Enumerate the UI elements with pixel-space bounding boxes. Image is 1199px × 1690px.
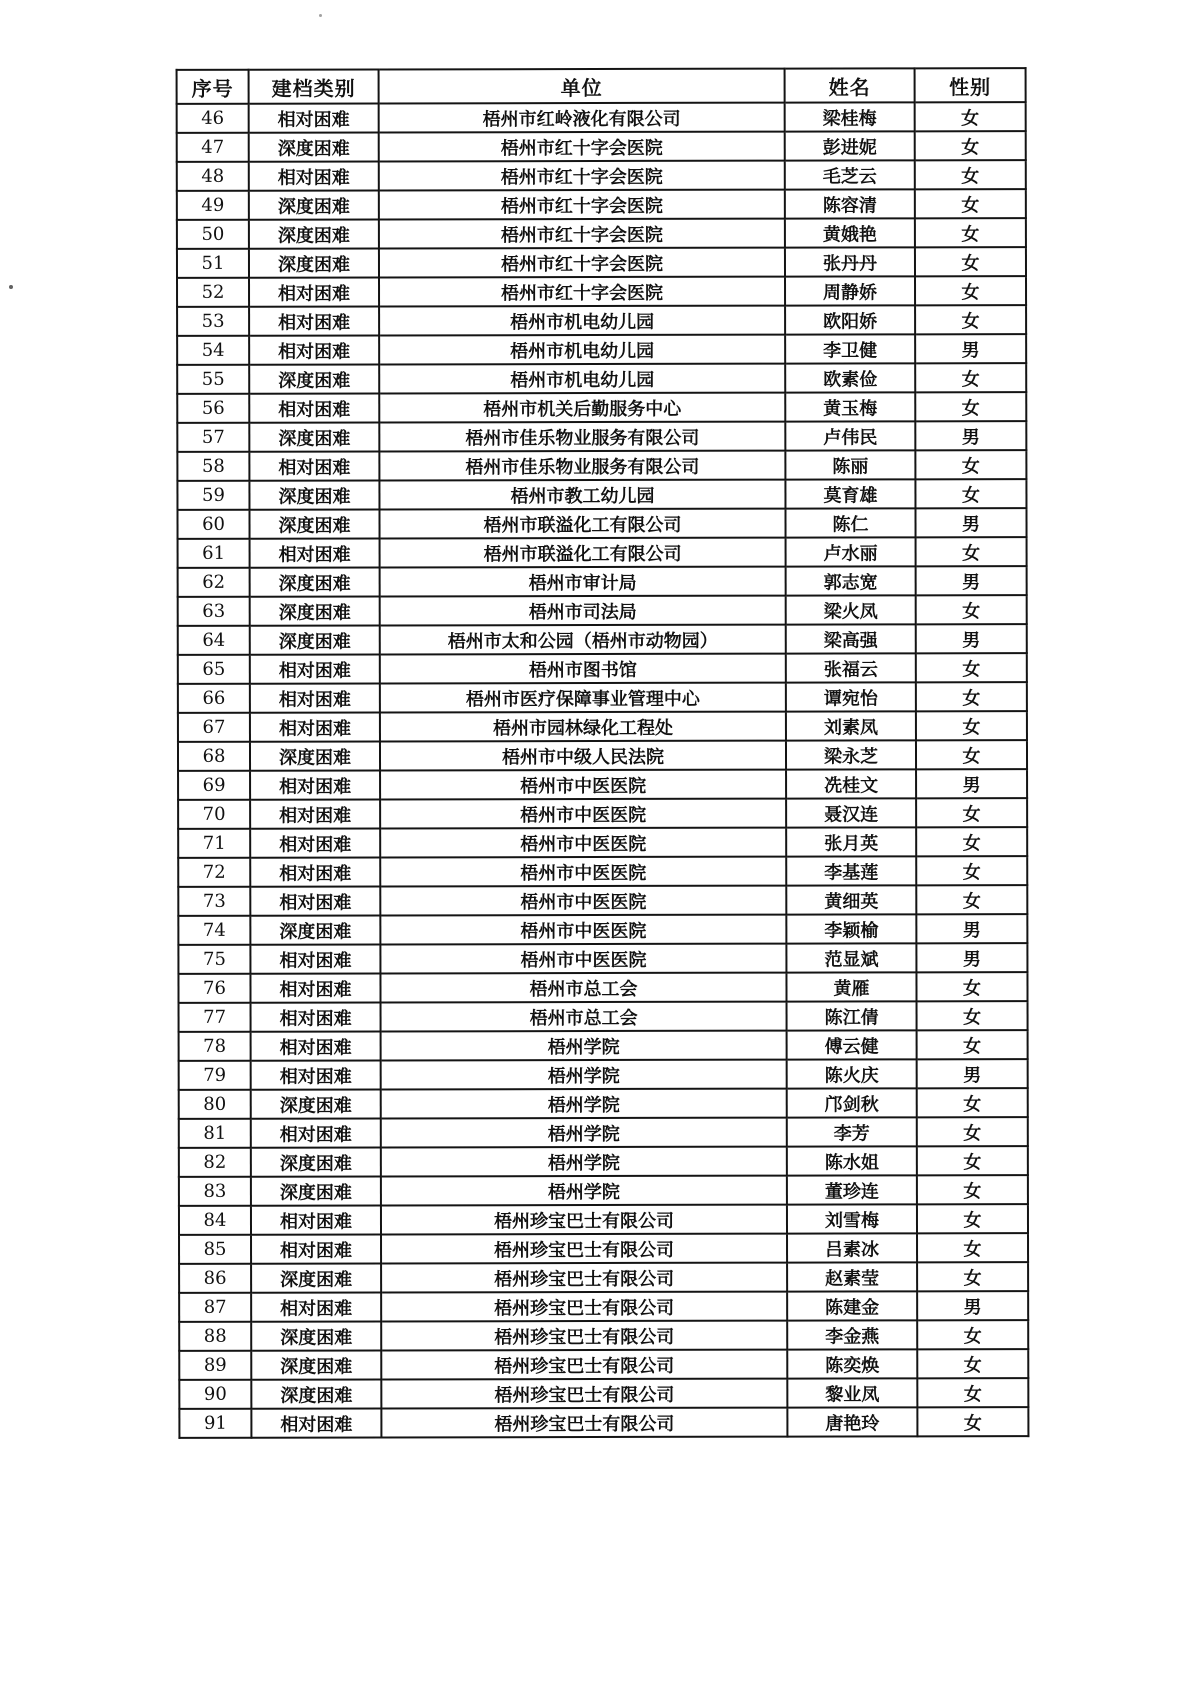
unit-cell: 梧州市医疗保障事业管理中心: [380, 683, 786, 713]
seq-cell: 81: [179, 1119, 251, 1148]
name-cell: 陈仁: [785, 508, 915, 537]
gender-cell: 女: [916, 740, 1027, 769]
gender-cell: 女: [915, 218, 1026, 247]
category-cell: 深度困难: [250, 741, 380, 770]
name-cell: 卢水丽: [786, 537, 916, 566]
category-cell: 相对困难: [250, 654, 380, 683]
seq-cell: 66: [178, 684, 250, 713]
seq-cell: 83: [179, 1177, 251, 1206]
name-cell: 聂汉连: [786, 798, 916, 827]
table-row: [179, 1175, 1028, 1206]
table-row: [179, 1088, 1028, 1119]
seq-cell: 59: [177, 481, 249, 510]
name-cell: 陈丽: [785, 450, 915, 479]
seq-cell: 75: [178, 945, 250, 974]
seq-cell: 85: [179, 1235, 251, 1264]
unit-cell: 梧州市中医医院: [380, 915, 786, 945]
seq-cell: 61: [178, 539, 250, 568]
table-row: [178, 769, 1027, 800]
category-cell: 深度困难: [249, 132, 379, 161]
seq-cell: 70: [178, 800, 250, 829]
gender-cell: 女: [917, 1204, 1028, 1233]
category-cell: 相对困难: [249, 393, 379, 422]
unit-cell: 梧州市红岭液化有限公司: [379, 103, 785, 133]
table-row: [177, 305, 1026, 336]
name-cell: 欧素俭: [785, 363, 915, 392]
unit-cell: 梧州珍宝巴士有限公司: [381, 1350, 787, 1380]
table-row: [178, 943, 1027, 974]
gender-cell: 女: [915, 276, 1026, 305]
name-cell: 黄细英: [786, 885, 916, 914]
scan-artifact-dot: [9, 285, 13, 289]
gender-cell: 女: [917, 1030, 1028, 1059]
name-cell: 梁永芝: [786, 740, 916, 769]
category-cell: 相对困难: [250, 770, 380, 799]
unit-cell: 梧州市教工幼儿园: [379, 480, 785, 510]
table-row: [179, 1320, 1028, 1351]
table-row: [179, 1146, 1028, 1177]
name-cell: 李金燕: [787, 1320, 917, 1349]
gender-cell: 男: [916, 624, 1027, 653]
table-row: [177, 392, 1026, 423]
gender-cell: 男: [915, 508, 1026, 537]
category-cell: 深度困难: [251, 1176, 381, 1205]
table-row: [178, 740, 1027, 771]
table-row: [177, 450, 1026, 481]
table-row: [177, 421, 1026, 452]
gender-cell: 女: [915, 189, 1026, 218]
unit-cell: 梧州市红十字会医院: [379, 132, 785, 162]
category-cell: 相对困难: [250, 828, 380, 857]
category-cell: 相对困难: [251, 1031, 381, 1060]
gender-cell: 女: [916, 653, 1027, 682]
name-cell: 刘素凤: [786, 711, 916, 740]
gender-cell: 女: [917, 1117, 1028, 1146]
gender-cell: 女: [916, 537, 1027, 566]
name-cell: 李卫健: [785, 334, 915, 363]
table-row: [178, 798, 1027, 829]
unit-cell: 梧州市总工会: [380, 973, 786, 1003]
gender-cell: 女: [917, 1349, 1028, 1378]
seq-cell: 79: [179, 1061, 251, 1090]
unit-cell: 梧州市红十字会医院: [379, 190, 785, 220]
category-cell: 深度困难: [249, 190, 379, 219]
seq-cell: 89: [179, 1351, 251, 1380]
table-row: [178, 885, 1027, 916]
unit-cell: 梧州市联溢化工有限公司: [380, 538, 786, 568]
name-cell: 陈容清: [785, 189, 915, 218]
seq-cell: 52: [177, 278, 249, 307]
name-cell: 陈建金: [787, 1291, 917, 1320]
gender-cell: 男: [916, 914, 1027, 943]
table-row: [179, 1291, 1028, 1322]
gender-cell: 男: [916, 943, 1027, 972]
table-row: [178, 653, 1027, 684]
column-header-0: 序号: [177, 70, 249, 104]
unit-cell: 梧州学院: [381, 1031, 787, 1061]
unit-cell: 梧州市佳乐物业服务有限公司: [379, 451, 785, 481]
gender-cell: 女: [915, 160, 1026, 189]
name-cell: 黄娥艳: [785, 218, 915, 247]
unit-cell: 梧州市中医医院: [380, 886, 786, 916]
category-cell: 相对困难: [250, 799, 380, 828]
table-header: [177, 68, 1026, 104]
unit-cell: 梧州市机电幼儿园: [379, 364, 785, 394]
table-row: [179, 1204, 1028, 1235]
gender-cell: 男: [917, 1059, 1028, 1088]
seq-cell: 71: [178, 829, 250, 858]
seq-cell: 58: [177, 452, 249, 481]
category-cell: 深度困难: [251, 1089, 381, 1118]
unit-cell: 梧州市中医医院: [380, 799, 786, 829]
header-row: [177, 68, 1026, 104]
category-cell: 相对困难: [249, 161, 379, 190]
unit-cell: 梧州市机电幼儿园: [379, 335, 785, 365]
name-cell: 陈江倩: [787, 1001, 917, 1030]
seq-cell: 73: [178, 887, 250, 916]
table-row: [177, 131, 1026, 162]
gender-cell: 女: [915, 363, 1026, 392]
seq-cell: 55: [177, 365, 249, 394]
table-row: [179, 1233, 1028, 1264]
name-cell: 陈奕焕: [787, 1349, 917, 1378]
category-cell: 相对困难: [251, 1408, 381, 1437]
table-row: [179, 1030, 1028, 1061]
category-cell: 相对困难: [251, 1205, 381, 1234]
unit-cell: 梧州市司法局: [380, 596, 786, 626]
category-cell: 相对困难: [249, 103, 379, 132]
column-header-1: 建档类别: [249, 69, 379, 103]
unit-cell: 梧州市总工会: [381, 1002, 787, 1032]
table-row: [178, 566, 1027, 597]
name-cell: 黄雁: [786, 972, 916, 1001]
unit-cell: 梧州学院: [381, 1060, 787, 1090]
unit-cell: 梧州市审计局: [380, 567, 786, 597]
unit-cell: 梧州珍宝巴士有限公司: [381, 1321, 787, 1351]
gender-cell: 男: [917, 1291, 1028, 1320]
name-cell: 黎业凤: [787, 1378, 917, 1407]
name-cell: 郭志宽: [786, 566, 916, 595]
table-row: [177, 247, 1026, 278]
category-cell: 深度困难: [250, 567, 380, 596]
category-cell: 相对困难: [250, 712, 380, 741]
seq-cell: 84: [179, 1206, 251, 1235]
name-cell: 董珍连: [787, 1175, 917, 1204]
name-cell: 邝剑秋: [787, 1088, 917, 1117]
table-row: [179, 1117, 1028, 1148]
unit-cell: 梧州珍宝巴士有限公司: [381, 1379, 787, 1409]
gender-cell: 女: [915, 131, 1026, 160]
table-row: [177, 218, 1026, 249]
table-row: [177, 363, 1026, 394]
gender-cell: 男: [916, 566, 1027, 595]
category-cell: 相对困难: [249, 277, 379, 306]
seq-cell: 51: [177, 249, 249, 278]
seq-cell: 62: [178, 568, 250, 597]
name-cell: 陈火庆: [787, 1059, 917, 1088]
table-row: [178, 682, 1027, 713]
unit-cell: 梧州市中医医院: [380, 770, 786, 800]
name-cell: 梁高强: [786, 624, 916, 653]
gender-cell: 女: [917, 1175, 1028, 1204]
name-cell: 彭进妮: [785, 131, 915, 160]
name-cell: 吕素冰: [787, 1233, 917, 1262]
unit-cell: 梧州市机关后勤服务中心: [379, 393, 785, 423]
table-row: [178, 537, 1027, 568]
unit-cell: 梧州市红十字会医院: [379, 161, 785, 191]
seq-cell: 91: [179, 1409, 251, 1438]
seq-cell: 57: [177, 423, 249, 452]
gender-cell: 女: [917, 1146, 1028, 1175]
gender-cell: 女: [917, 1320, 1028, 1349]
name-cell: 张月英: [786, 827, 916, 856]
name-cell: 冼桂文: [786, 769, 916, 798]
seq-cell: 50: [177, 220, 249, 249]
table-row: [178, 624, 1027, 655]
name-cell: 李芳: [787, 1117, 917, 1146]
seq-cell: 88: [179, 1322, 251, 1351]
seq-cell: 65: [178, 655, 250, 684]
unit-cell: 梧州市佳乐物业服务有限公司: [379, 422, 785, 452]
category-cell: 相对困难: [250, 886, 380, 915]
unit-cell: 梧州市红十字会医院: [379, 277, 785, 307]
table-row: [178, 914, 1027, 945]
gender-cell: 女: [916, 595, 1027, 624]
unit-cell: 梧州市图书馆: [380, 654, 786, 684]
column-header-3: 姓名: [785, 68, 915, 102]
table-row: [178, 711, 1027, 742]
name-cell: 赵素莹: [787, 1262, 917, 1291]
unit-cell: 梧州珍宝巴士有限公司: [381, 1292, 787, 1322]
seq-cell: 69: [178, 771, 250, 800]
table-row: [179, 1378, 1028, 1409]
unit-cell: 梧州珍宝巴士有限公司: [381, 1408, 787, 1438]
seq-cell: 72: [178, 858, 250, 887]
table-row: [179, 1059, 1028, 1090]
name-cell: 唐艳玲: [787, 1407, 917, 1436]
unit-cell: 梧州市机电幼儿园: [379, 306, 785, 336]
table-row: [178, 827, 1027, 858]
gender-cell: 男: [915, 334, 1026, 363]
gender-cell: 女: [915, 247, 1026, 276]
category-cell: 相对困难: [249, 451, 379, 480]
category-cell: 相对困难: [251, 1234, 381, 1263]
category-cell: 深度困难: [250, 625, 380, 654]
table-row: [178, 972, 1027, 1003]
category-cell: 相对困难: [251, 1060, 381, 1089]
gender-cell: 女: [916, 711, 1027, 740]
name-cell: 傅云健: [787, 1030, 917, 1059]
unit-cell: 梧州学院: [381, 1176, 787, 1206]
gender-cell: 女: [917, 1001, 1028, 1030]
seq-cell: 64: [178, 626, 250, 655]
seq-cell: 63: [178, 597, 250, 626]
name-cell: 卢伟民: [785, 421, 915, 450]
name-cell: 张丹丹: [785, 247, 915, 276]
seq-cell: 87: [179, 1293, 251, 1322]
name-cell: 陈水姐: [787, 1146, 917, 1175]
category-cell: 深度困难: [249, 480, 379, 509]
name-cell: 黄玉梅: [785, 392, 915, 421]
seq-cell: 46: [177, 104, 249, 133]
personnel-roster-table: [176, 67, 1030, 1439]
gender-cell: 女: [917, 1378, 1028, 1407]
category-cell: 相对困难: [249, 335, 379, 364]
category-cell: 深度困难: [249, 422, 379, 451]
gender-cell: 女: [915, 305, 1026, 334]
unit-cell: 梧州市太和公园（梧州市动物园）: [380, 625, 786, 655]
table-row: [179, 1001, 1028, 1032]
seq-cell: 80: [179, 1090, 251, 1119]
category-cell: 深度困难: [251, 1321, 381, 1350]
gender-cell: 女: [917, 1407, 1028, 1436]
category-cell: 相对困难: [250, 857, 380, 886]
seq-cell: 53: [177, 307, 249, 336]
gender-cell: 女: [917, 1262, 1028, 1291]
name-cell: 毛芝云: [785, 160, 915, 189]
unit-cell: 梧州市红十字会医院: [379, 248, 785, 278]
unit-cell: 梧州珍宝巴士有限公司: [381, 1234, 787, 1264]
unit-cell: 梧州市红十字会医院: [379, 219, 785, 249]
gender-cell: 女: [916, 885, 1027, 914]
unit-cell: 梧州学院: [381, 1147, 787, 1177]
name-cell: 张福云: [786, 653, 916, 682]
seq-cell: 56: [177, 394, 249, 423]
unit-cell: 梧州市联溢化工有限公司: [379, 509, 785, 539]
gender-cell: 男: [915, 421, 1026, 450]
seq-cell: 90: [179, 1380, 251, 1409]
unit-cell: 梧州市园林绿化工程处: [380, 712, 786, 742]
category-cell: 深度困难: [249, 219, 379, 248]
seq-cell: 60: [177, 510, 249, 539]
unit-cell: 梧州学院: [381, 1089, 787, 1119]
table-row: [177, 479, 1026, 510]
seq-cell: 86: [179, 1264, 251, 1293]
table-row: [177, 102, 1026, 133]
name-cell: 周静娇: [785, 276, 915, 305]
seq-cell: 76: [178, 974, 250, 1003]
table-body: [177, 102, 1029, 1438]
category-cell: 相对困难: [250, 538, 380, 567]
name-cell: 刘雪梅: [787, 1204, 917, 1233]
category-cell: 相对困难: [250, 683, 380, 712]
seq-cell: 47: [177, 133, 249, 162]
unit-cell: 梧州市中医医院: [380, 944, 786, 974]
gender-cell: 女: [915, 450, 1026, 479]
name-cell: 欧阳娇: [785, 305, 915, 334]
seq-cell: 77: [179, 1003, 251, 1032]
gender-cell: 男: [916, 769, 1027, 798]
table-row: [177, 160, 1026, 191]
table-row: [178, 595, 1027, 626]
seq-cell: 82: [179, 1148, 251, 1177]
category-cell: 相对困难: [250, 944, 380, 973]
category-cell: 相对困难: [251, 1002, 381, 1031]
seq-cell: 68: [178, 742, 250, 771]
table-row: [179, 1262, 1028, 1293]
category-cell: 深度困难: [251, 1350, 381, 1379]
table-row: [177, 334, 1026, 365]
gender-cell: 女: [915, 392, 1026, 421]
gender-cell: 女: [916, 798, 1027, 827]
table-row: [177, 276, 1026, 307]
name-cell: 莫育雄: [785, 479, 915, 508]
seq-cell: 67: [178, 713, 250, 742]
unit-cell: 梧州市中医医院: [380, 828, 786, 858]
name-cell: 范显斌: [786, 943, 916, 972]
gender-cell: 女: [916, 827, 1027, 856]
table-row: [179, 1349, 1028, 1380]
name-cell: 李基莲: [786, 856, 916, 885]
category-cell: 深度困难: [249, 509, 379, 538]
table-row: [177, 508, 1026, 539]
gender-cell: 女: [917, 1088, 1028, 1117]
unit-cell: 梧州市中医医院: [380, 857, 786, 887]
name-cell: 谭宛怡: [786, 682, 916, 711]
column-header-4: 性别: [915, 68, 1026, 102]
gender-cell: 女: [916, 856, 1027, 885]
category-cell: 深度困难: [251, 1379, 381, 1408]
category-cell: 深度困难: [251, 1147, 381, 1176]
table-row: [179, 1407, 1028, 1438]
seq-cell: 78: [179, 1032, 251, 1061]
unit-cell: 梧州市中级人民法院: [380, 741, 786, 771]
unit-cell: 梧州学院: [381, 1118, 787, 1148]
name-cell: 李颖榆: [786, 914, 916, 943]
unit-cell: 梧州珍宝巴士有限公司: [381, 1205, 787, 1235]
seq-cell: 54: [177, 336, 249, 365]
category-cell: 深度困难: [250, 915, 380, 944]
seq-cell: 48: [177, 162, 249, 191]
gender-cell: 女: [915, 102, 1026, 131]
category-cell: 深度困难: [250, 596, 380, 625]
category-cell: 深度困难: [249, 364, 379, 393]
gender-cell: 女: [916, 972, 1027, 1001]
category-cell: 深度困难: [249, 248, 379, 277]
unit-cell: 梧州珍宝巴士有限公司: [381, 1263, 787, 1293]
scan-speck: [319, 14, 322, 17]
category-cell: 相对困难: [249, 306, 379, 335]
gender-cell: 女: [916, 682, 1027, 711]
category-cell: 相对困难: [251, 1292, 381, 1321]
category-cell: 相对困难: [250, 973, 380, 1002]
table-row: [178, 856, 1027, 887]
seq-cell: 74: [178, 916, 250, 945]
gender-cell: 女: [915, 479, 1026, 508]
category-cell: 深度困难: [251, 1263, 381, 1292]
table-row: [177, 189, 1026, 220]
seq-cell: 49: [177, 191, 249, 220]
category-cell: 相对困难: [251, 1118, 381, 1147]
gender-cell: 女: [917, 1233, 1028, 1262]
name-cell: 梁桂梅: [785, 102, 915, 131]
name-cell: 梁火凤: [786, 595, 916, 624]
column-header-2: 单位: [379, 69, 785, 104]
